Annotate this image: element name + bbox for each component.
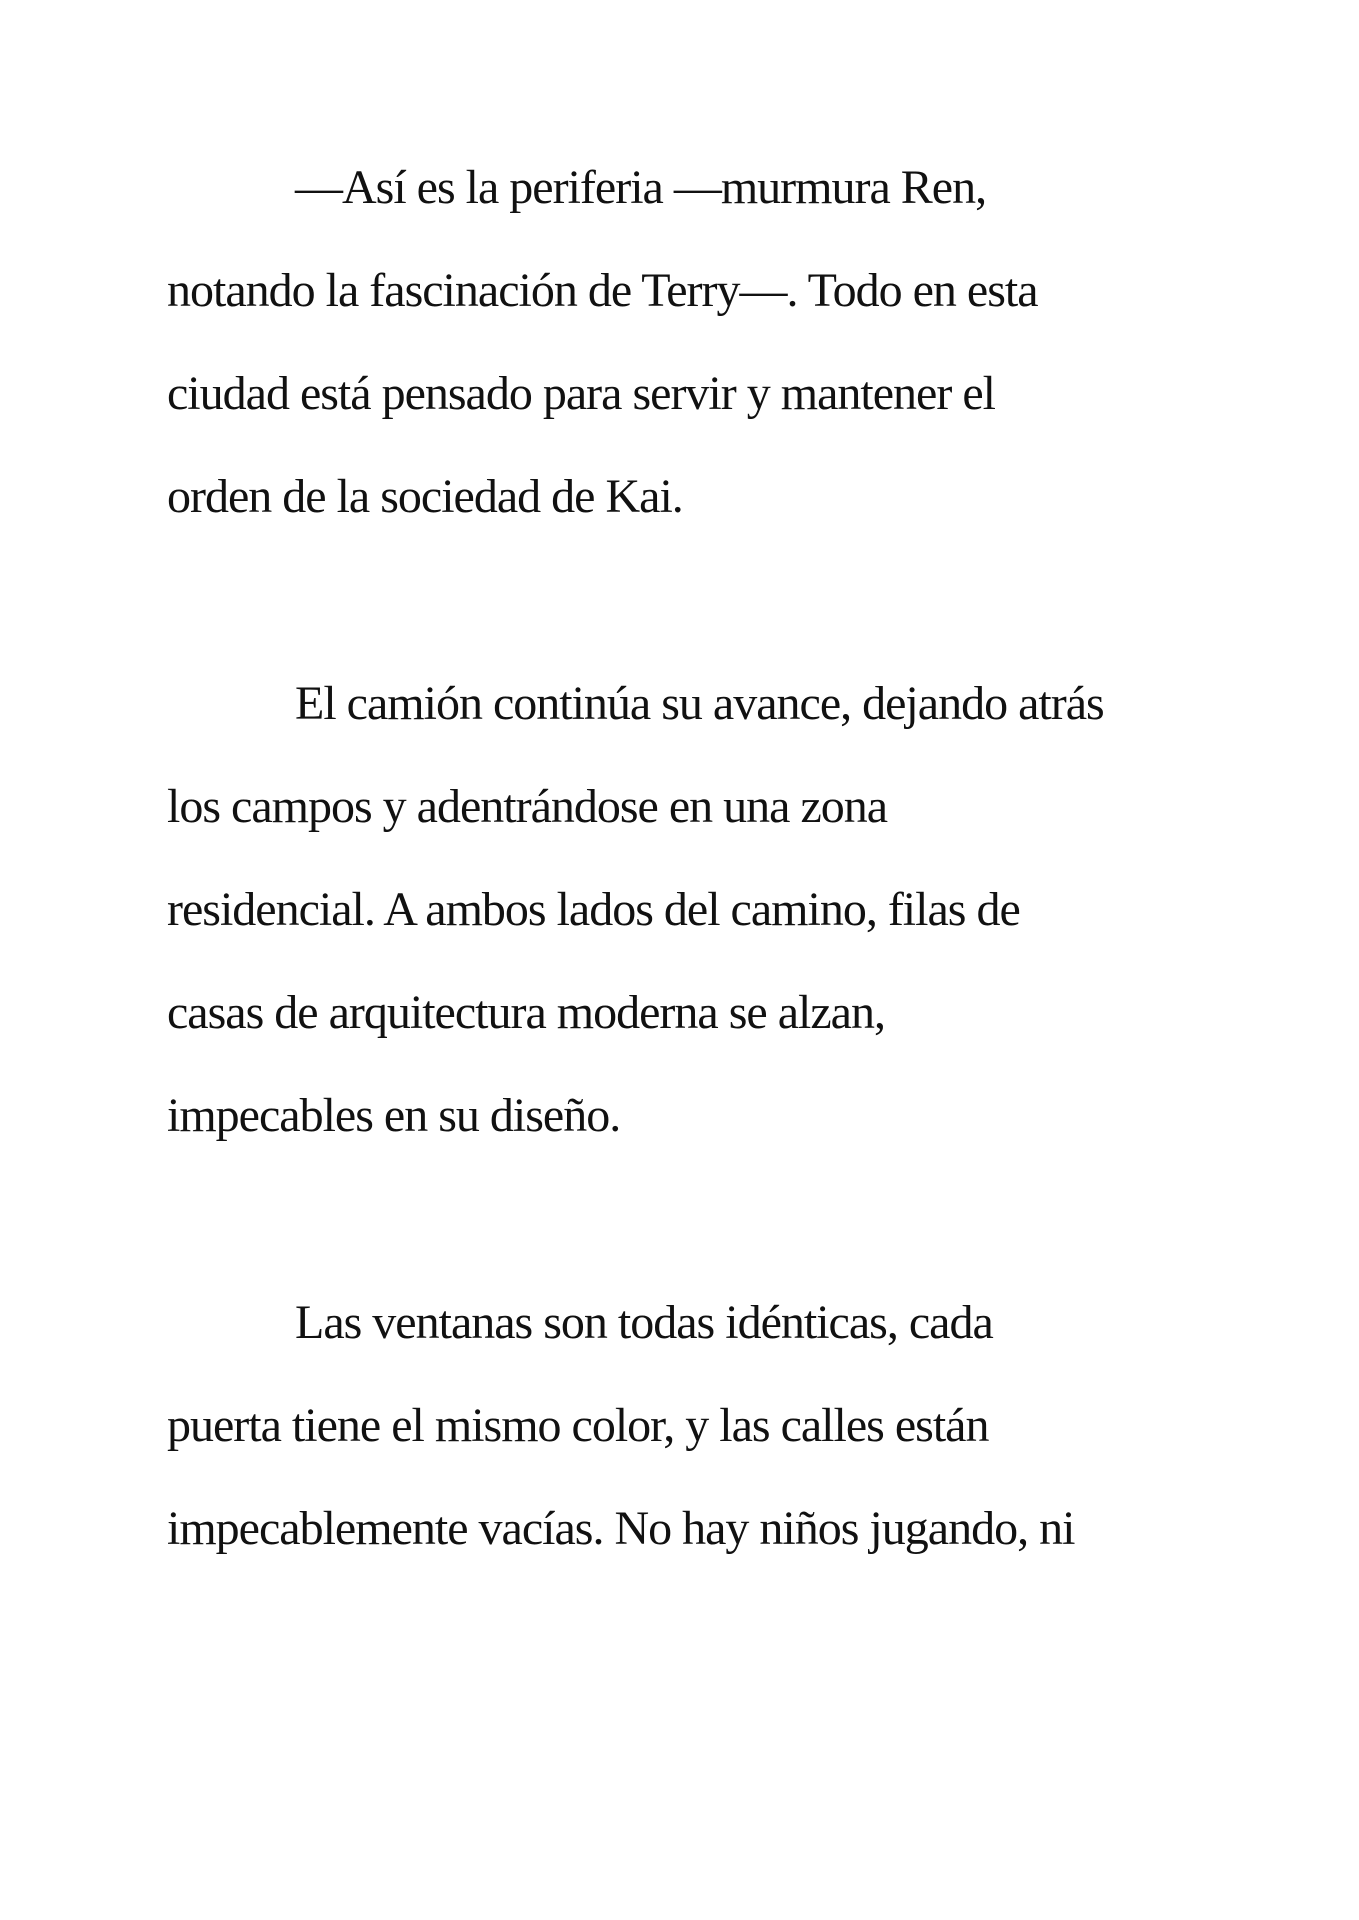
text-line: orden de la sociedad de Kai.	[167, 470, 683, 523]
text-line: los campos y adentrándose en una zona	[167, 780, 888, 833]
text-line: puerta tiene el mismo color, y las calles están	[167, 1399, 989, 1452]
text-line: El camión continúa su avance, dejando atrás	[295, 677, 1104, 730]
text-line: —Así es la periferia —murmura Ren,	[295, 161, 987, 214]
paragraph-1	[167, 136, 1227, 548]
paragraph-3	[167, 1271, 1227, 1580]
paragraph-2	[167, 652, 1227, 1167]
text-line: residencial. A ambos lados del camino, filas de	[167, 883, 1020, 936]
page-text-block	[167, 136, 1227, 1684]
text-line: impecablemente vacías. No hay niños jugando, ni	[167, 1502, 1075, 1555]
text-line: Las ventanas son todas idénticas, cada	[295, 1296, 993, 1349]
text-line: casas de arquitectura moderna se alzan,	[167, 986, 885, 1039]
text-line: notando la fascinación de Terry—. Todo en esta	[167, 264, 1038, 317]
text-line: impecables en su diseño.	[167, 1089, 621, 1142]
text-line: ciudad está pensado para servir y mantener el	[167, 367, 995, 420]
